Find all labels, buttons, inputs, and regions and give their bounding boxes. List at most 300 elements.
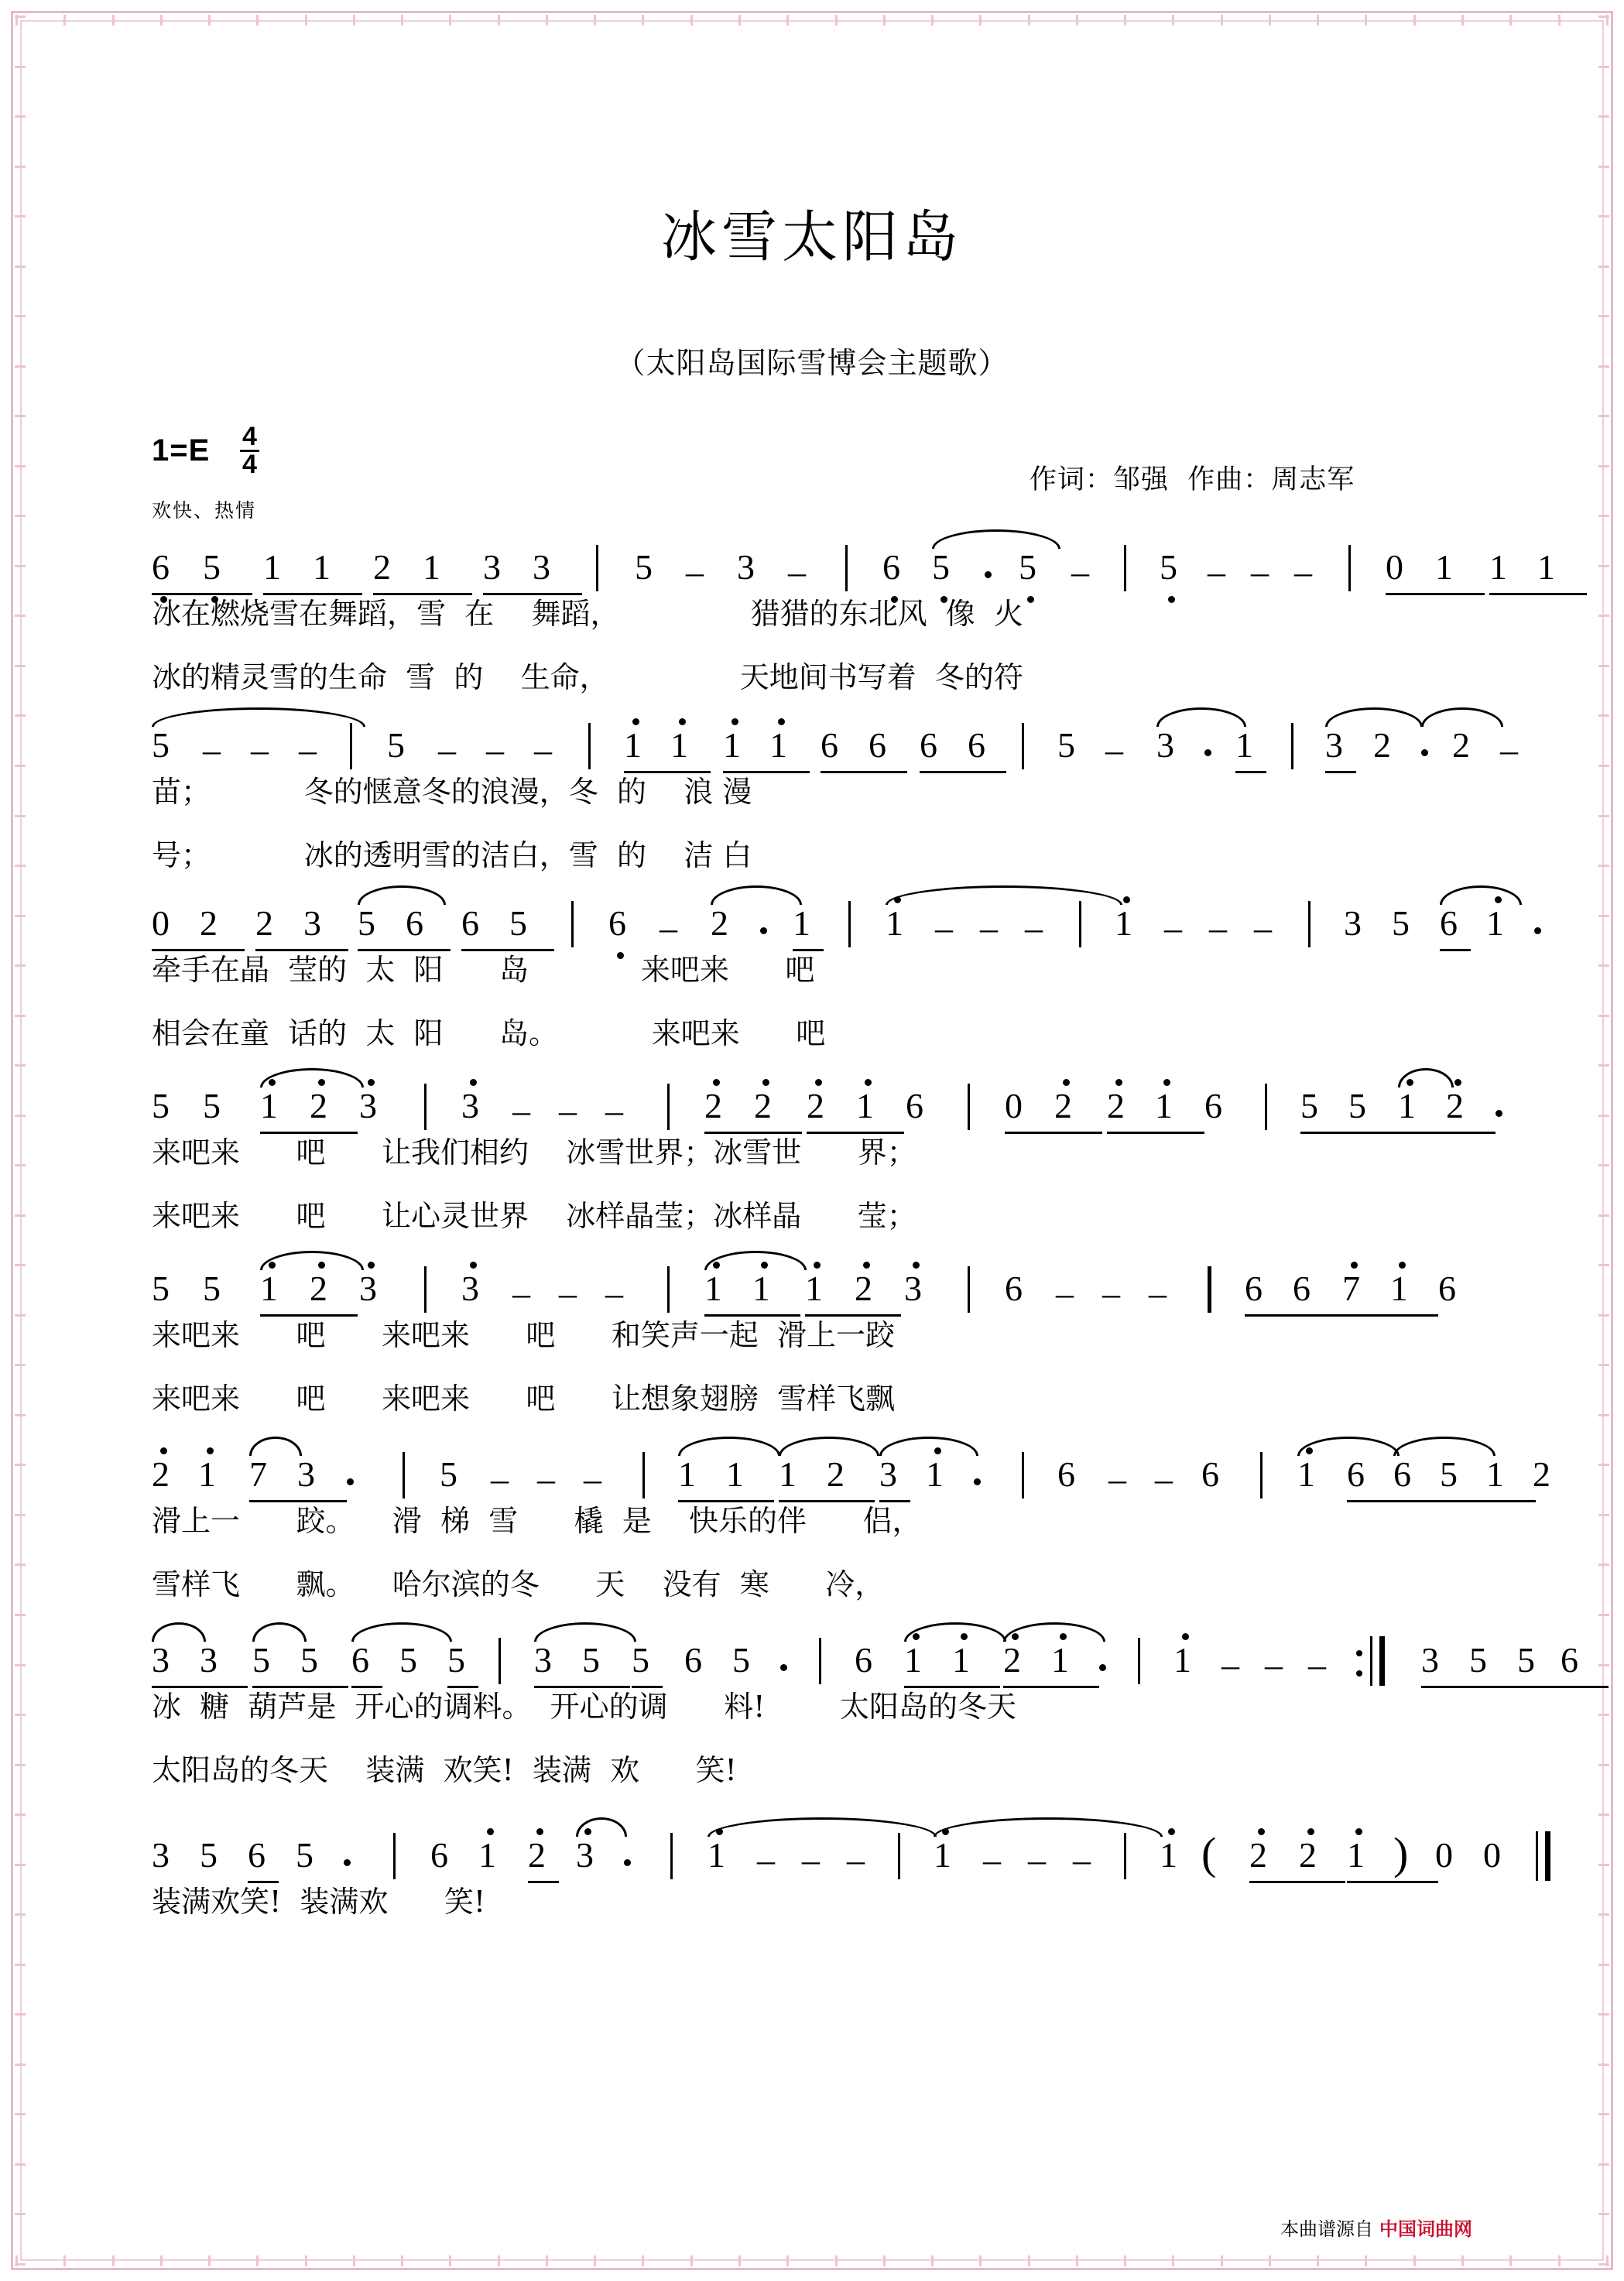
note-digit: 6 [1005,1269,1023,1308]
note-digit: 2 [310,1086,327,1125]
sustain-dash: – [559,1091,577,1130]
note-digit: 6 [1245,1269,1263,1308]
sustain-dash: – [605,1273,623,1313]
sustain-dash: – [1071,552,1089,591]
note-digit: 1 [726,1454,744,1494]
octave-dot-high [713,1079,720,1086]
lyric-line: 冰在燃烧雪在舞蹈，雪 在 舞蹈， 猎猎的东北风 像 火 [152,597,1023,631]
final-barline [1545,1831,1550,1881]
note-digit: 2 [373,547,391,587]
octave-dot-high [1351,1262,1358,1269]
barline [1291,723,1293,769]
octave-dot-high [778,718,785,725]
sustain-dash: – [1105,730,1123,769]
note-digit: 1 [670,725,688,765]
augmentation-dot [624,1859,631,1866]
barline [1138,1638,1140,1684]
note-digit: 1 [1051,1640,1069,1680]
note-digit: 2 [1003,1640,1021,1680]
sustain-dash: – [1251,552,1269,591]
octave-dot-high [713,1262,720,1269]
sustain-dash: – [534,730,552,769]
lyric-verse-1 [0,946,1624,994]
tie-slur [886,885,1122,905]
sustain-dash: – [983,1840,1001,1879]
note-digit: 1 [1160,1835,1177,1875]
note-digit: 6 [1347,1454,1365,1494]
tie-slur [358,885,446,905]
lyric-line: 装满欢笑! 装满欢 笑! [152,1885,486,1919]
note-digit: 5 [447,1640,465,1680]
lyric-line: 来吧来 吧 让心灵世界 冰样晶莹；冰样晶 莹； [152,1199,916,1233]
note-digit: 1 [1486,903,1504,943]
augmentation-dot [1496,1110,1502,1117]
note-digit: 5 [300,1640,318,1680]
tie-slur [879,1437,978,1456]
octave-dot-high [1163,1079,1170,1086]
note-digit: 5 [1019,547,1036,587]
note-digit: 5 [632,1640,649,1680]
sustain-dash: – [1209,908,1227,947]
note-digit: 6 [869,725,886,765]
sustain-dash: – [1265,1645,1283,1684]
note-digit: 6 [684,1640,702,1680]
lyric-text [0,1375,1624,1423]
sustain-dash: – [512,1091,530,1130]
time-signature [240,424,259,477]
note-digit: 6 [906,1086,923,1125]
tie-slur [704,1251,807,1270]
augmentation-dot [1534,927,1541,934]
octave-dot-high [1258,1828,1265,1835]
note-digit: 6 [1293,1269,1311,1308]
octave-dot-high [815,1079,822,1086]
note-digit: 3 [152,1835,170,1875]
note-digit: 1 [886,903,903,943]
note-digit: 5 [358,903,375,943]
octave-dot-high [1012,1633,1019,1640]
lyric-text [0,1129,1624,1176]
note-digit: 6 [882,547,900,587]
lyric-verse-2 [0,1375,1624,1423]
barline [1124,1833,1126,1879]
octave-dot-high [762,1079,769,1086]
note-digit: 2 [1249,1835,1267,1875]
lyric-verse-2 [0,653,1624,701]
tie-slur [1393,1437,1496,1456]
note-digit: 2 [200,903,218,943]
sustain-dash: – [847,1840,865,1879]
octave-dot-high [1060,1633,1067,1640]
octave-dot-high [913,1633,920,1640]
lyric-text [0,946,1624,994]
octave-dot-high [1406,1079,1413,1086]
sustain-dash: – [1155,1459,1173,1498]
barline [1079,901,1081,947]
octave-dot-high [1123,896,1130,903]
note-digit: 5 [635,547,653,587]
note-digit: 1 [478,1835,496,1875]
note-digit: 0 [152,903,170,943]
sustain-dash: – [686,552,704,591]
barline [403,1452,405,1498]
page-title: 冰雪太阳岛 [660,204,963,269]
octave-dot-high [913,1262,920,1269]
note-digit: 1 [779,1454,797,1494]
barline [350,723,352,769]
sustain-dash: – [1221,1645,1239,1684]
augmentation-dot [760,927,767,934]
octave-dot-high [1168,1828,1175,1835]
repeat-barline [1356,1670,1362,1677]
note-digit: 6 [968,725,985,765]
barline [845,545,848,591]
note-digit: 1 [934,1835,951,1875]
note-digit: 1 [1435,547,1453,587]
lyric-line: 冰 糖 葫芦是 开心的调料。 开心的调 料! 太阳岛的冬天 [152,1690,1017,1724]
note-digit: 7 [1342,1269,1360,1308]
barline [667,1084,670,1130]
octave-dot-high [814,1262,821,1269]
octave-dot-high [487,1828,494,1835]
tie-slur [1398,1068,1454,1087]
sustain-dash: – [512,1273,530,1313]
lyric-verse-1 [0,1497,1624,1545]
page-subtitle: （太阳岛国际雪博会主题歌） [615,346,1009,380]
note-digit: 3 [461,1269,479,1308]
note-digit: 6 [821,725,838,765]
note-digit: 1 [805,1269,823,1308]
octave-dot-high [761,1262,768,1269]
octave-dot-high [160,1447,167,1454]
note-digit: 1 [1155,1086,1173,1125]
barline [898,1833,900,1879]
sustain-dash: – [1025,908,1043,947]
note-digit: 5 [203,547,221,587]
note-digit: 2 [528,1835,546,1875]
barline [670,1833,673,1879]
sustain-dash: – [1500,730,1518,769]
tie-slur [1156,707,1246,727]
octave-dot-high [1306,1447,1313,1454]
barline [1208,1266,1210,1313]
lyric-line: 牵手在晶 莹的 太 阳 岛 来吧来 吧 [152,953,815,987]
octave-dot-high [368,1079,375,1086]
barline [588,723,591,769]
sustain-dash: – [1108,1459,1126,1498]
octave-dot-high [470,1262,477,1269]
barline [571,901,574,947]
note-digit: 3 [359,1086,377,1125]
note-digit: 2 [1373,725,1391,765]
tie-slur [708,1817,937,1837]
note-digit: 6 [855,1640,872,1680]
augmentation-dot [1099,1664,1106,1671]
note-digit: 5 [152,1269,170,1308]
barline [819,1638,821,1684]
sustain-dash: – [802,1840,820,1879]
octave-dot-high [961,1633,968,1640]
note-digit: 1 [856,1086,874,1125]
lyric-verse-2 [0,1192,1624,1240]
tie-slur [152,707,365,727]
note-digit: 7 [249,1454,267,1494]
note-digit: 5 [252,1640,270,1680]
sustain-dash: – [1149,1273,1167,1313]
sustain-dash: – [1164,908,1182,947]
sustain-dash: – [251,730,269,769]
note-digit: 5 [1392,903,1410,943]
note-digit: 5 [1517,1640,1535,1680]
note-digit: 2 [807,1086,824,1125]
note-digit: 5 [1440,1454,1458,1494]
note-digit: 6 [248,1835,266,1875]
octave-dot-high [1115,1079,1122,1086]
octave-dot-high [269,1079,276,1086]
lyric-verse-1 [0,1311,1624,1359]
lyric-text [0,768,1624,816]
sustain-dash: – [584,1459,601,1498]
sustain-dash: – [788,552,806,591]
tie-slur [1421,707,1503,727]
sustain-dash: – [537,1459,555,1498]
key-signature: 1=E [152,433,211,468]
barline [667,1266,670,1313]
octave-dot-high [679,718,686,725]
tie-slur [252,1622,307,1642]
lyric-text [0,831,1624,879]
note-digit: 3 [461,1086,479,1125]
tie-slur [576,1817,627,1837]
note-digit: 2 [704,1086,722,1125]
final-barline [1536,1831,1538,1881]
sustain-dash: – [1028,1840,1046,1879]
note-digit: 1 [678,1454,696,1494]
lyric-text [0,1878,1624,1926]
sustain-dash: – [1294,552,1312,591]
tie-slur [678,1437,780,1456]
octave-dot-high [318,1262,325,1269]
note-digit: 5 [1469,1640,1487,1680]
note-digit: 3 [879,1454,897,1494]
sustain-dash: – [1056,1273,1074,1313]
note-digit: 1 [198,1454,216,1494]
tie-slur [1297,1437,1400,1456]
lyric-text [0,1311,1624,1359]
lyric-line: 冰的精灵雪的生命 雪 的 生命， 天地间书写着 冬的符 [152,660,1023,694]
tie-slur [932,529,1060,549]
lyric-text [0,1683,1624,1731]
tie-slur [904,1622,1006,1642]
note-digit: 6 [461,903,479,943]
tie-slur [249,1437,302,1456]
octave-dot-high [584,1828,591,1835]
lyric-text [0,1746,1624,1794]
note-digit: 3 [152,1640,170,1680]
sustain-dash: – [605,1091,623,1130]
note-digit: 2 [1533,1454,1550,1494]
note-digit: 5 [387,725,405,765]
note-digit: 5 [152,1086,170,1125]
octave-dot-high [942,1828,949,1835]
barline [1022,1452,1024,1498]
note-digit: 1 [1115,903,1132,943]
octave-dot-high [716,1828,723,1835]
note-digit: 1 [769,725,787,765]
sustain-dash: – [980,908,998,947]
lyric-verse-1 [0,768,1624,816]
note-digit: 1 [1235,725,1253,765]
note-digit: 3 [534,1640,552,1680]
lyric-line: 号； 冰的透明雪的洁白，雪 的 洁 白 [152,838,752,872]
sustain-dash: – [491,1459,509,1498]
note-digit: 1 [1537,547,1555,587]
note-digit: 5 [203,1086,221,1125]
lyric-line: 太阳岛的冬天 装满 欢笑! 装满 欢 笑! [152,1753,737,1787]
octave-dot-high [1307,1828,1314,1835]
note-digit: 6 [351,1640,369,1680]
note-digit: 5 [732,1640,750,1680]
augmentation-dot [344,1859,351,1866]
note-digit: 6 [1204,1086,1222,1125]
note-digit: 5 [1057,725,1075,765]
parenthesis: ( [1201,1828,1217,1879]
meter-numerator: 4 [240,424,259,452]
sustain-dash: – [559,1273,577,1313]
barline [1348,545,1351,591]
octave-dot-high [1399,1262,1406,1269]
sustain-dash: – [1308,1645,1326,1684]
note-digit: 2 [1107,1086,1125,1125]
barline [1260,1452,1263,1498]
note-digit: 6 [1393,1454,1411,1494]
note-digit: 5 [932,547,950,587]
barline [642,1452,645,1498]
lyric-text [0,1192,1624,1240]
note-digit: 1 [624,725,642,765]
meter-denominator: 4 [242,449,257,479]
tie-slur [1003,1622,1105,1642]
note-digit: 2 [754,1086,772,1125]
note-digit: 1 [1173,1640,1191,1680]
lyric-line: 滑上一 跤。 滑 梯 雪 橇 是 快乐的伴 侣， [152,1504,922,1538]
augmentation-dot [974,1478,981,1485]
lyric-verse-1 [0,590,1624,638]
barline [968,1266,970,1313]
note-digit: 3 [1344,903,1362,943]
tie-slur [260,1251,364,1270]
augmentation-dot [347,1478,354,1485]
lyric-line: 来吧来 吧 来吧来 吧 让想象翅膀 雪样飞飘 [152,1382,896,1416]
note-digit: 5 [1300,1086,1318,1125]
sustain-dash: – [660,908,677,947]
lyric-verse-2 [0,1009,1624,1057]
note-digit: 2 [1452,725,1470,765]
octave-dot-high [470,1079,477,1086]
note-digit: 3 [200,1640,218,1680]
lyric-verse-1 [0,1683,1624,1731]
augmentation-dot [985,571,992,578]
note-digit: 5 [1348,1086,1366,1125]
note-digit: 2 [310,1269,327,1308]
note-digit: 1 [1390,1269,1408,1308]
note-digit: 2 [255,903,273,943]
note-digit: 1 [926,1454,944,1494]
note-digit: 6 [152,547,170,587]
sustain-dash: – [438,730,456,769]
lyric-line: 来吧来 吧 让我们相约 冰雪世界；冰雪世 界； [152,1135,916,1170]
note-digit: 3 [359,1269,377,1308]
lyric-text [0,1560,1624,1608]
octave-dot-high [731,718,738,725]
note-digit: 1 [793,903,810,943]
augmentation-dot [1204,749,1211,756]
barline [499,1638,501,1684]
lyric-line: 苗； 冬的惬意冬的浪漫，冬 的 浪 漫 [152,775,752,809]
lyric-text [0,1009,1624,1057]
barline [393,1833,396,1879]
lyric-text [0,1497,1624,1545]
note-digit: 5 [152,725,170,765]
note-digit: 3 [904,1269,922,1308]
barline [1022,723,1024,769]
tie-slur [534,1622,636,1642]
octave-dot-high [863,1262,870,1269]
note-digit: 6 [1057,1454,1075,1494]
note-digit: 1 [1297,1454,1315,1494]
tempo-marking: 欢快、热情 [152,499,257,522]
lyric-verse-2 [0,1746,1624,1794]
sustain-dash: – [1073,1840,1091,1879]
note-digit: 3 [1325,725,1343,765]
note-digit: 6 [1440,903,1458,943]
note-digit: 3 [1156,725,1174,765]
note-digit: 1 [904,1640,922,1680]
note-digit: 5 [509,903,527,943]
note-digit: 1 [1347,1835,1365,1875]
note-digit: 5 [296,1835,313,1875]
octave-dot-high [934,1447,941,1454]
note-digit: 1 [1486,1454,1504,1494]
note-digit: 2 [1054,1086,1072,1125]
sustain-dash: – [299,730,317,769]
sustain-dash: – [1208,552,1225,591]
note-digit: 5 [399,1640,417,1680]
note-digit: 1 [704,1269,722,1308]
credits: 作词：邹强 作曲：周志军 [1030,464,1355,495]
lyric-text [0,653,1624,701]
sustain-dash: – [1254,908,1272,947]
note-digit: 6 [1561,1640,1578,1680]
note-digit: 1 [423,547,440,587]
barline [1124,545,1126,591]
note-digit: 1 [1398,1086,1416,1125]
parenthesis: ) [1393,1828,1409,1879]
barline [1265,1084,1267,1130]
note-digit: 1 [263,547,281,587]
note-digit: 2 [1446,1086,1464,1125]
note-digit: 1 [952,1640,970,1680]
sustain-dash: – [757,1840,775,1879]
note-digit: 1 [708,1835,725,1875]
note-digit: 5 [1160,547,1177,587]
note-digit: 5 [200,1835,218,1875]
note-digit: 0 [1386,547,1403,587]
octave-dot-high [269,1262,276,1269]
note-digit: 6 [608,903,626,943]
sustain-dash: – [486,730,504,769]
barline [596,545,598,591]
